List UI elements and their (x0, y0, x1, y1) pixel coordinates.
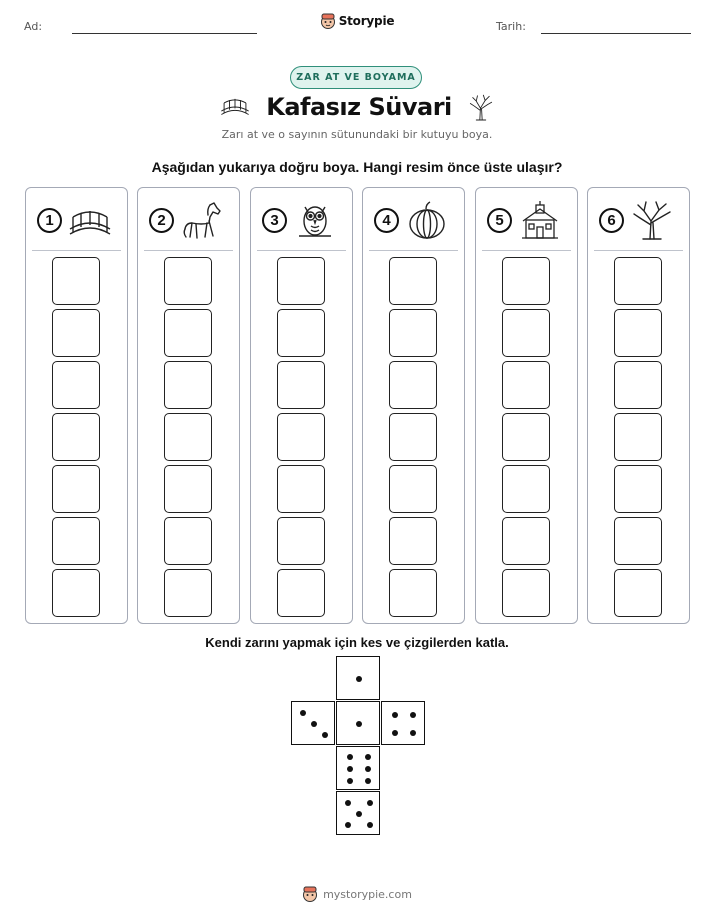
title-row (0, 92, 714, 122)
coloring-box (164, 465, 212, 513)
race-column-5 (475, 187, 578, 624)
coloring-box (389, 517, 437, 565)
bridge-icon (68, 199, 112, 243)
coloring-box (52, 569, 100, 617)
coloring-box (502, 361, 550, 409)
storypie-mascot-icon (320, 12, 336, 30)
coloring-box (614, 257, 662, 305)
name-line (72, 33, 257, 34)
coloring-box (389, 257, 437, 305)
coloring-box (164, 309, 212, 357)
coloring-box (277, 569, 325, 617)
coloring-box (389, 361, 437, 409)
column-number: 6 (599, 208, 624, 233)
dice-pip (365, 754, 371, 760)
dice-pip (367, 800, 373, 806)
dice-face (336, 656, 380, 700)
coloring-box (614, 361, 662, 409)
coloring-box (614, 465, 662, 513)
coloring-box (52, 413, 100, 461)
dice-pip (347, 766, 353, 772)
dice-pip (300, 710, 306, 716)
dice-pip (410, 730, 416, 736)
dice-pip (347, 778, 353, 784)
dice-pip (365, 766, 371, 772)
dice-pip (392, 730, 398, 736)
dice-pip (392, 712, 398, 718)
column-divider (144, 250, 233, 251)
coloring-box (502, 465, 550, 513)
dice-pip (356, 676, 362, 682)
column-divider (369, 250, 458, 251)
coloring-box (164, 361, 212, 409)
coloring-box (164, 569, 212, 617)
coloring-box (389, 465, 437, 513)
bare-tree-icon (630, 199, 674, 243)
coloring-box (614, 517, 662, 565)
subtitle: Zarı at ve o sayının sütunundaki bir kutuyu boya. (221, 128, 493, 141)
schoolhouse-icon (518, 199, 562, 243)
dice-face (336, 746, 380, 790)
horse-icon (180, 199, 224, 243)
brand-name: Storypie (338, 14, 395, 28)
column-number: 1 (37, 208, 62, 233)
column-number: 2 (149, 208, 174, 233)
coloring-box (389, 309, 437, 357)
page-title: Kafasız Süvari (266, 93, 452, 121)
coloring-box (52, 309, 100, 357)
dice-face (336, 701, 380, 745)
coloring-box (502, 569, 550, 617)
owl-icon (293, 199, 337, 243)
coloring-box (52, 465, 100, 513)
column-number: 5 (487, 208, 512, 233)
date-line (541, 33, 691, 34)
dice-pip (322, 732, 328, 738)
column-divider (482, 250, 571, 251)
footer-url: mystorypie.com (323, 887, 412, 901)
coloring-box (164, 517, 212, 565)
instruction: Aşağıdan yukarıya doğru boya. Hangi resim önce üste ulaşır? (151, 159, 563, 175)
race-column-1 (25, 187, 128, 624)
coloring-box (502, 413, 550, 461)
coloring-box (389, 569, 437, 617)
coloring-box (52, 361, 100, 409)
dice-pip (345, 822, 351, 828)
coloring-box (277, 257, 325, 305)
dice-pip (311, 721, 317, 727)
coloring-box (52, 257, 100, 305)
dice-pip (347, 754, 353, 760)
dice-face (291, 701, 335, 745)
coloring-box (277, 361, 325, 409)
dice-pip (410, 712, 416, 718)
storypie-mascot-icon (302, 885, 318, 903)
pumpkin-icon (405, 199, 449, 243)
dice-pip (356, 811, 362, 817)
dice-pip (345, 800, 351, 806)
dice-face (336, 791, 380, 835)
date-label: Tarih: (496, 20, 526, 33)
coloring-box (502, 517, 550, 565)
dice-pip (356, 721, 362, 727)
coloring-box (502, 309, 550, 357)
coloring-box (389, 413, 437, 461)
column-number: 3 (262, 208, 287, 233)
race-column-2 (137, 187, 240, 624)
name-label: Ad: (24, 20, 43, 33)
coloring-box (614, 569, 662, 617)
column-divider (32, 250, 121, 251)
dice-face (381, 701, 425, 745)
race-column-3 (250, 187, 353, 624)
coloring-box (614, 413, 662, 461)
coloring-box (277, 517, 325, 565)
coloring-box (164, 413, 212, 461)
brand-logo (0, 12, 714, 30)
column-divider (257, 250, 346, 251)
coloring-box (277, 413, 325, 461)
race-column-6 (587, 187, 690, 624)
coloring-box (164, 257, 212, 305)
column-number: 4 (374, 208, 399, 233)
coloring-box (614, 309, 662, 357)
bridge-icon (220, 96, 250, 118)
bare-tree-icon (468, 92, 494, 122)
coloring-box (277, 309, 325, 357)
coloring-box (277, 465, 325, 513)
dice-pip (365, 778, 371, 784)
race-column-4 (362, 187, 465, 624)
column-divider (594, 250, 683, 251)
dice-instruction: Kendi zarını yapmak için kes ve çizgilerden katla. (205, 635, 509, 650)
dice-pip (367, 822, 373, 828)
footer (0, 885, 714, 903)
activity-badge: ZAR AT VE BOYAMA (290, 66, 422, 89)
coloring-box (52, 517, 100, 565)
coloring-box (502, 257, 550, 305)
